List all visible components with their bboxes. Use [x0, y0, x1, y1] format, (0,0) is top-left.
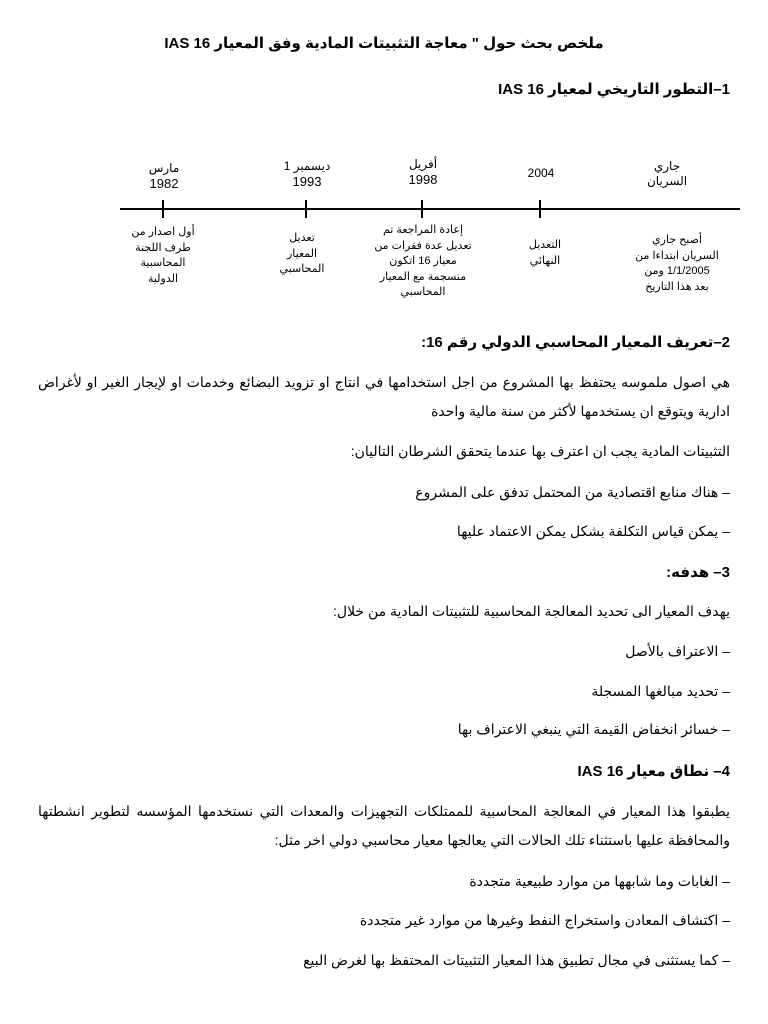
- timeline-tick-1998: [421, 200, 423, 218]
- objective-item: – الاعتراف بالأصل: [625, 643, 730, 659]
- condition-item: – يمكن قياس التكلفة بشكل يمكن الاعتماد عليها: [456, 523, 730, 539]
- timeline-desc-line: تعديل عدة فقرات من: [374, 239, 472, 252]
- timeline-date-1998: [378, 157, 468, 187]
- timeline-desc-line: طرف اللجنة: [135, 241, 191, 254]
- timeline-desc-line: تعديل: [289, 232, 315, 244]
- timeline-date-2004: [500, 166, 582, 181]
- timeline-desc-1998: [358, 223, 488, 301]
- timeline-tick-2004: [539, 200, 541, 218]
- timeline-month: ديسمبر 1: [283, 159, 331, 173]
- timeline-desc-line: المحاسبية: [140, 257, 186, 269]
- timeline-desc-line: المحاسبي: [279, 263, 325, 275]
- timeline-desc-1993: [262, 231, 342, 278]
- document-title: ملخص بحث حول " معاجة التثبيتات المادية وفق المعيار IAS 16: [164, 35, 604, 52]
- timeline-year: 1982: [149, 176, 179, 191]
- timeline-desc-line: منسجمة مع المعيار: [379, 270, 467, 283]
- section1-heading: 1–التطور التاريخي لمعيار IAS 16: [498, 81, 730, 98]
- timeline-desc-line: أصبح جاري: [652, 234, 702, 246]
- timeline-desc-line: معيار 16 اتكون: [389, 255, 457, 267]
- section3-heading: 3– هدفه:: [666, 564, 730, 581]
- scope-exclusion-item: – كما يستثنى في مجال تطبيق هذا المعيار التثبيتات المحتفظ بها لغرض البيع: [303, 952, 730, 968]
- timeline-date-current: [622, 159, 712, 189]
- timeline-desc-1982: [110, 225, 216, 287]
- conditions-intro: التثبيتات المادية يجب ان اعترف بها عندما يتحقق الشرطان التاليان:: [350, 443, 730, 459]
- scope-paragraph: يطبقوا هذا المعيار في المعالجة المحاسبية للممتلكات التجهيزات والمعدات التي نستخدمها المؤسسه لتطوير انشطتها والمحافظة عليها باستثناء تلك الحالات التي يعالجها معيار محاسبي دولي اخر مثل:: [38, 803, 730, 848]
- timeline-date-1993: [262, 159, 352, 189]
- timeline-desc-line: الدولية: [147, 272, 179, 285]
- timeline-month: أفريل: [408, 157, 438, 171]
- timeline-month: جاري: [653, 159, 681, 173]
- timeline-desc-line: السريان ابتداءا من: [635, 249, 719, 262]
- timeline-desc-line: أول اصدار من: [131, 226, 195, 238]
- timeline-year: السريان: [646, 174, 688, 188]
- section2-heading: 2–تعريف المعيار المحاسبي الدولي رقم 16:: [421, 334, 730, 351]
- scope-exclusion-item: – اكتشاف المعادن واستخراج النفط وغيرها من موارد غير متجددة: [359, 912, 730, 928]
- timeline-desc-line: التعديل: [528, 239, 562, 251]
- timeline-desc-current: [622, 233, 732, 295]
- timeline-desc-line: 1/1/2005 ومن: [644, 265, 710, 277]
- timeline-desc-line: النهائي: [529, 254, 561, 267]
- timeline-year: 2004: [527, 166, 555, 180]
- scope-exclusion-item: – الغابات وما شابهها من موارد طبيعية متجددة: [469, 873, 730, 889]
- objective-intro: يهدف المعيار الى تحديد المعالجة المحاسبية للتثبيتات المادية من خلال:: [333, 603, 730, 619]
- timeline-tick-1993: [305, 200, 307, 218]
- timeline-tick-1982: [162, 200, 164, 218]
- timeline-desc-line: بعد هذا التاريخ: [645, 280, 709, 293]
- section4-heading: 4– نطاق معيار IAS 16: [577, 763, 730, 780]
- condition-item: – هناك منابع اقتصادية من المحتمل تدفق على المشروع: [415, 484, 730, 500]
- objective-item: – خسائر انخفاض القيمة التي ينبغي الاعتراف بها: [457, 721, 730, 737]
- timeline-desc-line: إعادة المراجعة تم: [382, 224, 464, 236]
- timeline-month: مارس: [148, 161, 180, 175]
- timeline-desc-line: المحاسبي: [400, 286, 446, 298]
- timeline-desc-line: المعيار: [286, 247, 318, 260]
- timeline-year: 1998: [408, 172, 438, 187]
- timeline-tick-current: [658, 208, 674, 210]
- timeline-desc-2004: [505, 238, 585, 269]
- objective-item: – تحديد مبالغها المسجلة: [591, 683, 730, 699]
- definition-paragraph: هي اصول ملموسه يحتفظ بها المشروع من اجل استخدامها في انتاج او تزويد البضائع وخدمات او لإيجار الغير او لأغراض ادارية ويتوقع ان يستخدمها لأكثر من سنة مالية واحدة: [38, 374, 730, 419]
- timeline-axis: [120, 208, 740, 210]
- timeline-year: 1993: [292, 174, 322, 189]
- timeline-date-1982: [120, 161, 208, 191]
